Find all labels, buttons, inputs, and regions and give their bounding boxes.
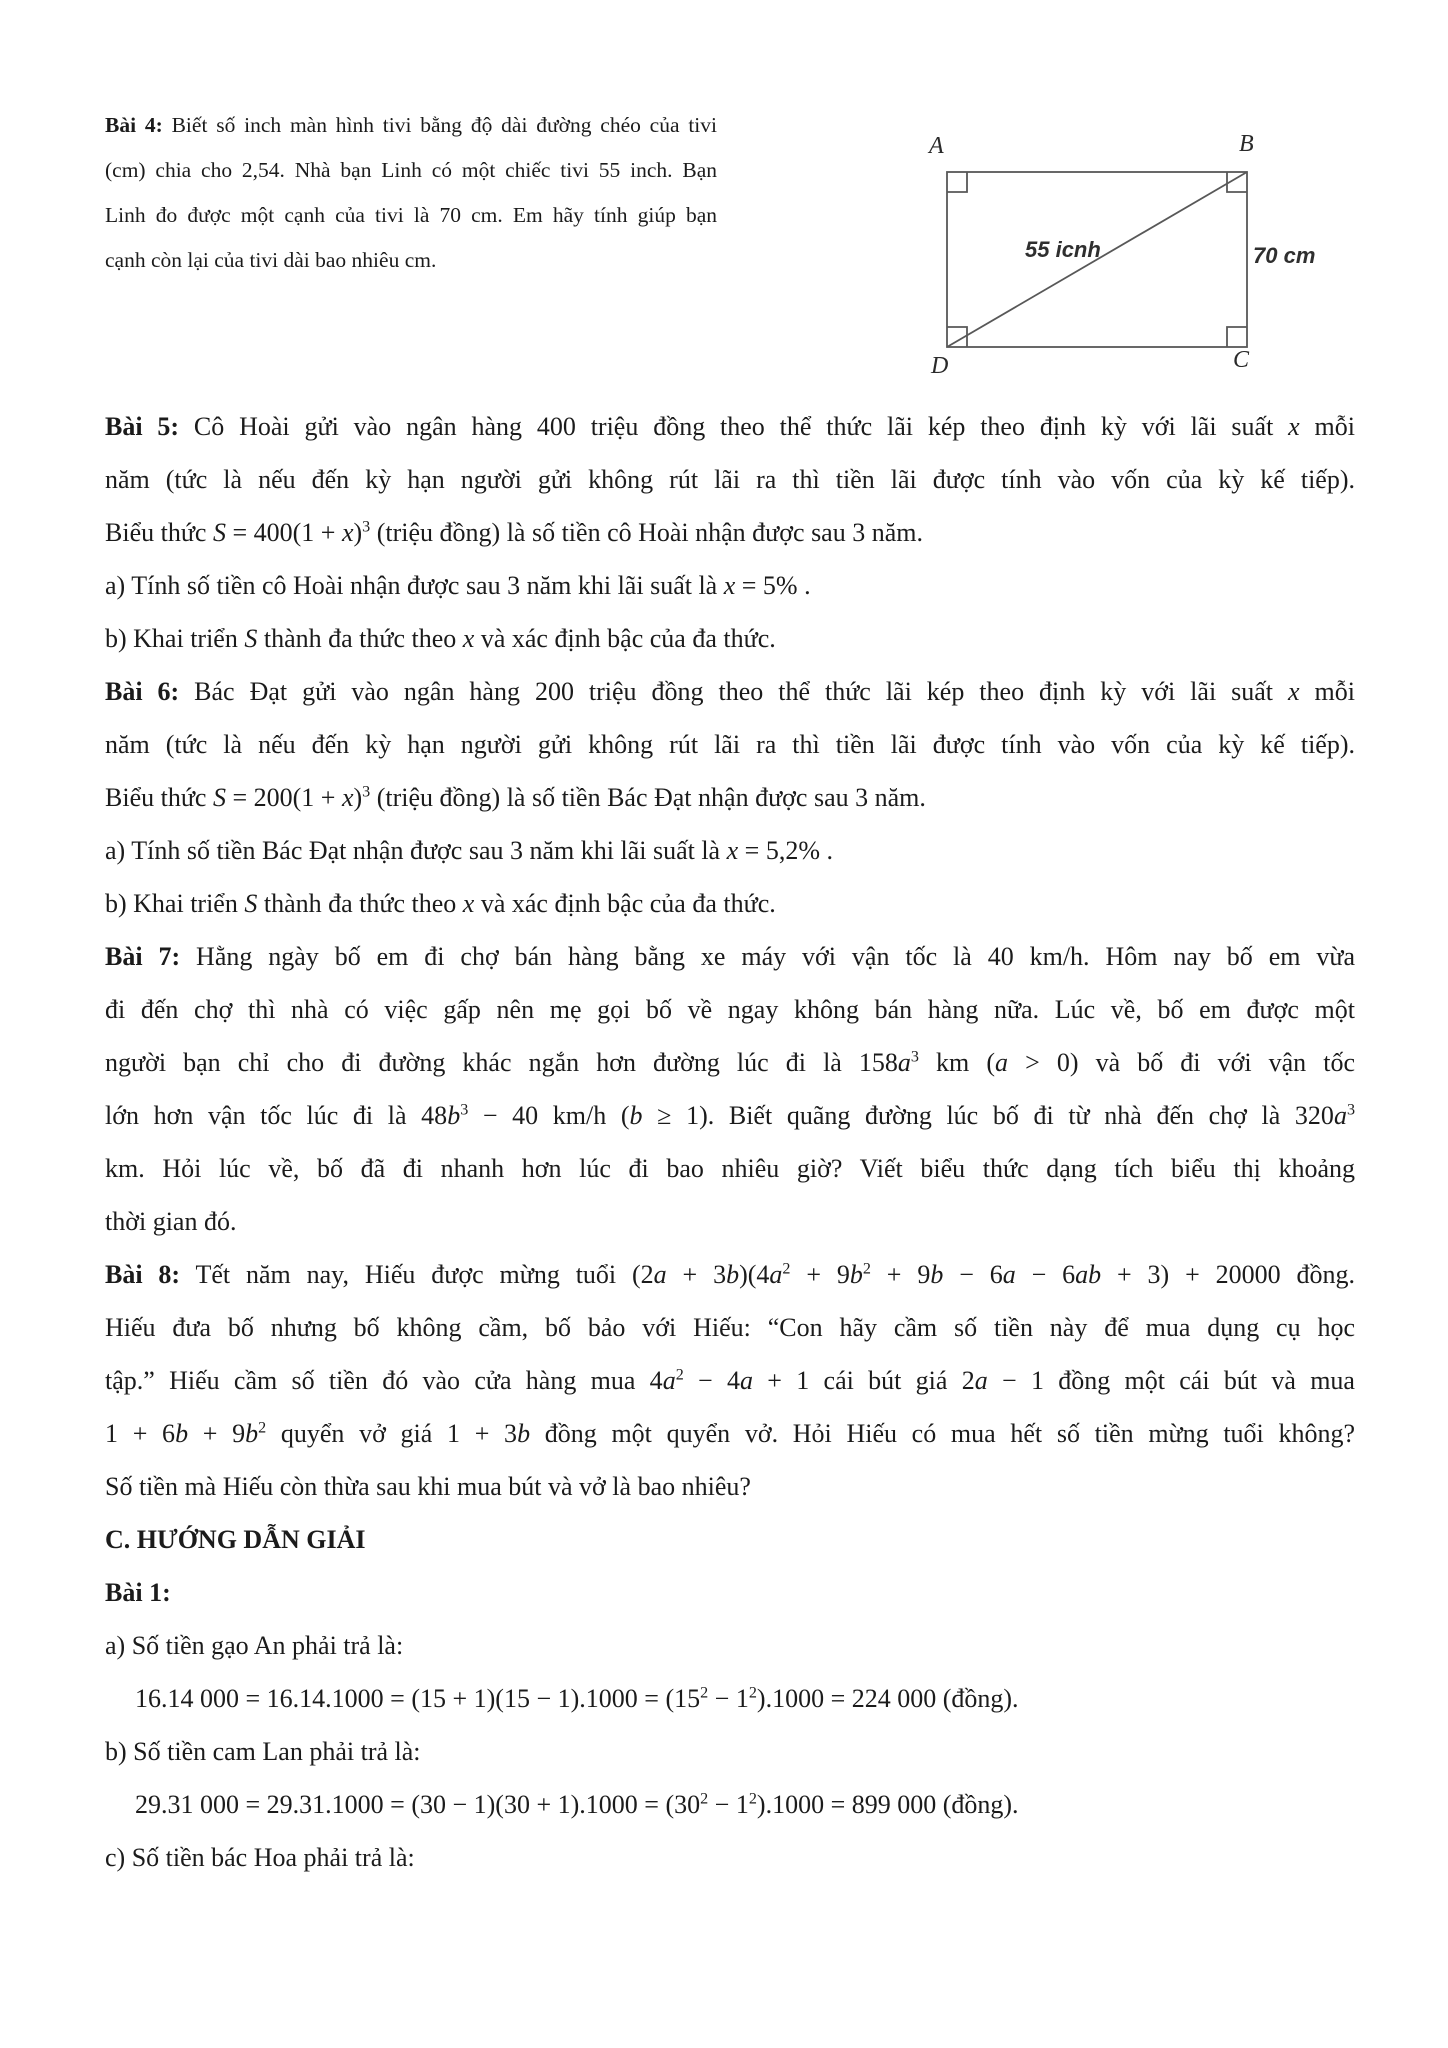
- text-run: = 400(1 +: [225, 518, 342, 547]
- text-run: Số tiền mà Hiếu còn thừa sau khi mua bút và vở là bao nhiêu?: [105, 1472, 751, 1501]
- text-run: a: [769, 1260, 783, 1289]
- text-run: S: [244, 889, 258, 918]
- text-run: ): [353, 518, 363, 547]
- text-run: 2: [675, 1366, 684, 1384]
- text-run: Bài 4:: [105, 113, 163, 137]
- text-line: [105, 238, 717, 283]
- text-run: b: [517, 1419, 531, 1448]
- text-line: [105, 1354, 1355, 1407]
- text-run: thời gian đó.: [105, 1207, 237, 1236]
- text-run: (cm) chia cho 2,54. Nhà bạn Linh có một chiếc tivi 55 inch. Bạn: [105, 158, 717, 182]
- text-run: 16.14 000 = 16.14.1000 = (15 + 1)(15 − 1).1000 = (15: [135, 1684, 701, 1713]
- text-run: b) Số tiền cam Lan phải trả là:: [105, 1737, 421, 1766]
- text-run: a: [662, 1366, 676, 1395]
- text-run: = 200(1 +: [225, 783, 342, 812]
- text-run: b: [447, 1101, 461, 1130]
- text-run: 2: [862, 1260, 871, 1278]
- text-run: 3: [362, 518, 371, 536]
- text-run: năm (tức là nếu đến kỳ hạn người gửi không rút lãi ra thì tiền lãi được tính vào vốn của kỳ kế tiếp).: [105, 730, 1355, 759]
- text-run: Bài 7:: [105, 942, 181, 971]
- text-line: [105, 1619, 1355, 1672]
- text-run: b: [245, 1419, 259, 1448]
- text-run: a: [653, 1260, 667, 1289]
- text-run: b) Khai triển: [105, 624, 245, 653]
- text-run: ab: [1075, 1260, 1102, 1289]
- text-run: Cô Hoài gửi vào ngân hàng 400 triệu đồng theo thể thức lãi kép theo định kỳ với lãi suất: [179, 412, 1289, 441]
- text-run: 3: [910, 1048, 919, 1066]
- text-run: Hiếu đưa bố nhưng bố không cầm, bố bảo với Hiếu: “Con hãy cầm số tiền này để mua dụng cụ học: [105, 1313, 1355, 1342]
- text-run: người bạn chỉ cho đi đường khác ngắn hơn đường lúc đi là 158: [105, 1048, 898, 1077]
- text-run: + 9: [188, 1419, 246, 1448]
- text-run: b: [726, 1260, 740, 1289]
- diagonal-length-label: 55 icnh: [1025, 237, 1101, 262]
- text-run: − 1 đồng một cái bút và mua: [987, 1366, 1355, 1395]
- text-run: + 3: [666, 1260, 727, 1289]
- text-run: x: [462, 889, 475, 918]
- text-run: c) Số tiền bác Hoa phải trả là:: [105, 1843, 415, 1872]
- text-line: [105, 1513, 1355, 1566]
- text-run: a) Số tiền gạo An phải trả là:: [105, 1631, 404, 1660]
- text-run: x: [341, 518, 354, 547]
- text-line: [105, 1089, 1355, 1142]
- vertex-label-d: D: [931, 353, 949, 379]
- text-run: Bài 1:: [105, 1578, 171, 1607]
- text-run: S: [212, 518, 226, 547]
- right-angle-mark-a: [947, 172, 967, 192]
- text-line: [105, 1725, 1355, 1778]
- text-line: [105, 1142, 1355, 1195]
- text-run: 29.31 000 = 29.31.1000 = (30 − 1)(30 + 1).1000 = (30: [135, 1790, 701, 1819]
- text-line: [105, 1672, 1355, 1725]
- text-run: ): [353, 783, 363, 812]
- text-run: Hằng ngày bố em đi chợ bán hàng bằng xe máy với vận tốc là 40 km/h. Hôm nay bố em vừa: [180, 942, 1355, 971]
- text-run: a: [974, 1366, 988, 1395]
- text-run: + 9: [870, 1260, 931, 1289]
- text-run: a: [897, 1048, 911, 1077]
- text-run: a: [1002, 1260, 1016, 1289]
- text-line: [105, 506, 1355, 559]
- text-run: 2: [700, 1790, 709, 1808]
- text-run: b: [930, 1260, 944, 1289]
- text-line: [105, 1778, 1355, 1831]
- text-run: + 3) + 20000 đồng.: [1101, 1260, 1355, 1289]
- text-run: đi đến chợ thì nhà có việc gấp nên mẹ gọi bố về ngay không bán hàng nữa. Lúc về, bố em được một: [105, 995, 1355, 1024]
- text-line: [105, 612, 1355, 665]
- text-run: mỗi: [1299, 677, 1355, 706]
- vertex-label-b: B: [1239, 131, 1254, 157]
- text-line: [105, 1248, 1355, 1301]
- text-run: Bài 8:: [105, 1260, 181, 1289]
- text-run: ).1000 = 899 000 (đồng).: [756, 1790, 1019, 1819]
- text-run: đồng một quyển vở. Hỏi Hiếu có mua hết số tiền mừng tuổi không?: [530, 1419, 1356, 1448]
- text-run: năm (tức là nếu đến kỳ hạn người gửi không rút lãi ra thì tiền lãi được tính vào vốn của kỳ kế tiếp).: [105, 465, 1355, 494]
- text-run: S: [244, 624, 258, 653]
- text-line: [105, 400, 1355, 453]
- text-run: Linh đo được một cạnh của tivi là 70 cm. Em hãy tính giúp bạn: [105, 203, 717, 227]
- text-line: [105, 877, 1355, 930]
- text-line: [105, 771, 1355, 824]
- text-run: + 9: [790, 1260, 850, 1289]
- text-line: [105, 1195, 1355, 1248]
- tv-rectangle-figure: [905, 115, 1345, 400]
- text-run: x: [1288, 412, 1300, 441]
- text-run: − 6: [1015, 1260, 1076, 1289]
- text-run: và xác định bậc của đa thức.: [474, 889, 776, 918]
- text-run: > 0) và bố đi với vận tốc: [1008, 1048, 1355, 1077]
- text-run: = 5,2% .: [738, 836, 833, 865]
- vertex-label-a: A: [929, 133, 944, 159]
- text-line: [105, 103, 717, 148]
- problem-4-text: [105, 103, 717, 283]
- text-run: 2: [782, 1260, 791, 1278]
- text-line: [105, 983, 1355, 1036]
- text-run: 2: [258, 1419, 267, 1437]
- text-run: + 1 cái bút giá 2: [753, 1366, 975, 1395]
- text-run: 3: [1346, 1101, 1355, 1119]
- text-run: x: [726, 836, 739, 865]
- text-run: b) Khai triển: [105, 889, 245, 918]
- text-run: (triệu đồng) là số tiền Bác Đạt nhận được sau 3 năm.: [370, 783, 926, 812]
- text-run: ).1000 = 224 000 (đồng).: [756, 1684, 1019, 1713]
- text-run: thành đa thức theo: [257, 889, 463, 918]
- text-run: 3: [362, 783, 371, 801]
- text-run: 2: [748, 1684, 757, 1702]
- text-run: Biết số inch màn hình tivi bằng độ dài đường chéo của tivi: [162, 113, 717, 137]
- text-run: x: [723, 571, 736, 600]
- text-run: − 40 km/h (: [468, 1101, 630, 1130]
- text-run: − 4: [683, 1366, 740, 1395]
- text-line: [105, 1566, 1355, 1619]
- text-run: x: [1288, 677, 1300, 706]
- text-run: 1 + 6: [105, 1419, 176, 1448]
- vertex-label-c: C: [1233, 347, 1250, 373]
- text-run: tập.” Hiếu cầm số tiền đó vào cửa hàng mua 4: [105, 1366, 663, 1395]
- text-line: [105, 718, 1355, 771]
- text-run: )(4: [739, 1260, 770, 1289]
- text-run: = 5% .: [735, 571, 811, 600]
- text-run: a) Tính số tiền cô Hoài nhận được sau 3 năm khi lãi suất là: [105, 571, 724, 600]
- text-line: [105, 559, 1355, 612]
- document-body: [105, 400, 1355, 1884]
- text-run: x: [462, 624, 475, 653]
- text-line: [105, 453, 1355, 506]
- text-run: mỗi: [1299, 412, 1356, 441]
- text-run: a: [995, 1048, 1009, 1077]
- page-content: [105, 103, 1355, 1884]
- text-line: [105, 930, 1355, 983]
- text-run: a) Tính số tiền Bác Đạt nhận được sau 3 năm khi lãi suất là: [105, 836, 727, 865]
- text-run: cạnh còn lại của tivi dài bao nhiêu cm.: [105, 248, 437, 272]
- text-line: [105, 665, 1355, 718]
- text-run: a: [1333, 1101, 1347, 1130]
- text-run: 2: [700, 1684, 709, 1702]
- text-run: b: [849, 1260, 863, 1289]
- text-line: [105, 148, 717, 193]
- text-line: [105, 1036, 1355, 1089]
- text-run: − 1: [708, 1790, 749, 1819]
- text-run: − 1: [708, 1684, 749, 1713]
- text-run: b: [629, 1101, 643, 1130]
- text-run: ≥ 1). Biết quãng đường lúc bố đi từ nhà đến chợ là 320: [642, 1101, 1334, 1130]
- text-line: [105, 824, 1355, 877]
- text-run: 2: [748, 1790, 757, 1808]
- text-run: b: [175, 1419, 189, 1448]
- right-angle-mark-c: [1227, 327, 1247, 347]
- text-line: [105, 193, 717, 238]
- text-run: Tết năm nay, Hiếu được mừng tuổi (2: [180, 1260, 654, 1289]
- text-run: Bác Đạt gửi vào ngân hàng 200 triệu đồng theo thể thức lãi kép theo định kỳ với lãi suất: [179, 677, 1289, 706]
- text-run: Bài 5:: [105, 412, 180, 441]
- text-run: Bài 6:: [105, 677, 180, 706]
- text-run: x: [341, 783, 354, 812]
- text-line: [105, 1407, 1355, 1460]
- text-run: a: [740, 1366, 753, 1395]
- text-run: thành đa thức theo: [257, 624, 463, 653]
- text-run: và xác định bậc của đa thức.: [474, 624, 776, 653]
- side-length-label: 70 cm: [1253, 243, 1316, 268]
- text-run: km. Hỏi lúc về, bố đã đi nhanh hơn lúc đi bao nhiêu giờ? Viết biểu thức dạng tích biểu thị khoảng: [105, 1154, 1355, 1183]
- text-line: [105, 1460, 1355, 1513]
- text-run: − 6: [943, 1260, 1003, 1289]
- text-run: 3: [460, 1101, 469, 1119]
- text-run: S: [212, 783, 226, 812]
- text-run: C. HƯỚNG DẪN GIẢI: [105, 1525, 366, 1554]
- text-run: Biểu thức: [105, 518, 213, 547]
- text-run: quyển vở giá 1 + 3: [266, 1419, 518, 1448]
- text-run: Biểu thức: [105, 783, 213, 812]
- problem-4-section: [105, 103, 1355, 400]
- text-line: [105, 1301, 1355, 1354]
- text-run: lớn hơn vận tốc lúc đi là 48: [105, 1101, 448, 1130]
- text-line: [105, 1831, 1355, 1884]
- text-run: km (: [918, 1048, 996, 1077]
- text-run: (triệu đồng) là số tiền cô Hoài nhận được sau 3 năm.: [370, 518, 923, 547]
